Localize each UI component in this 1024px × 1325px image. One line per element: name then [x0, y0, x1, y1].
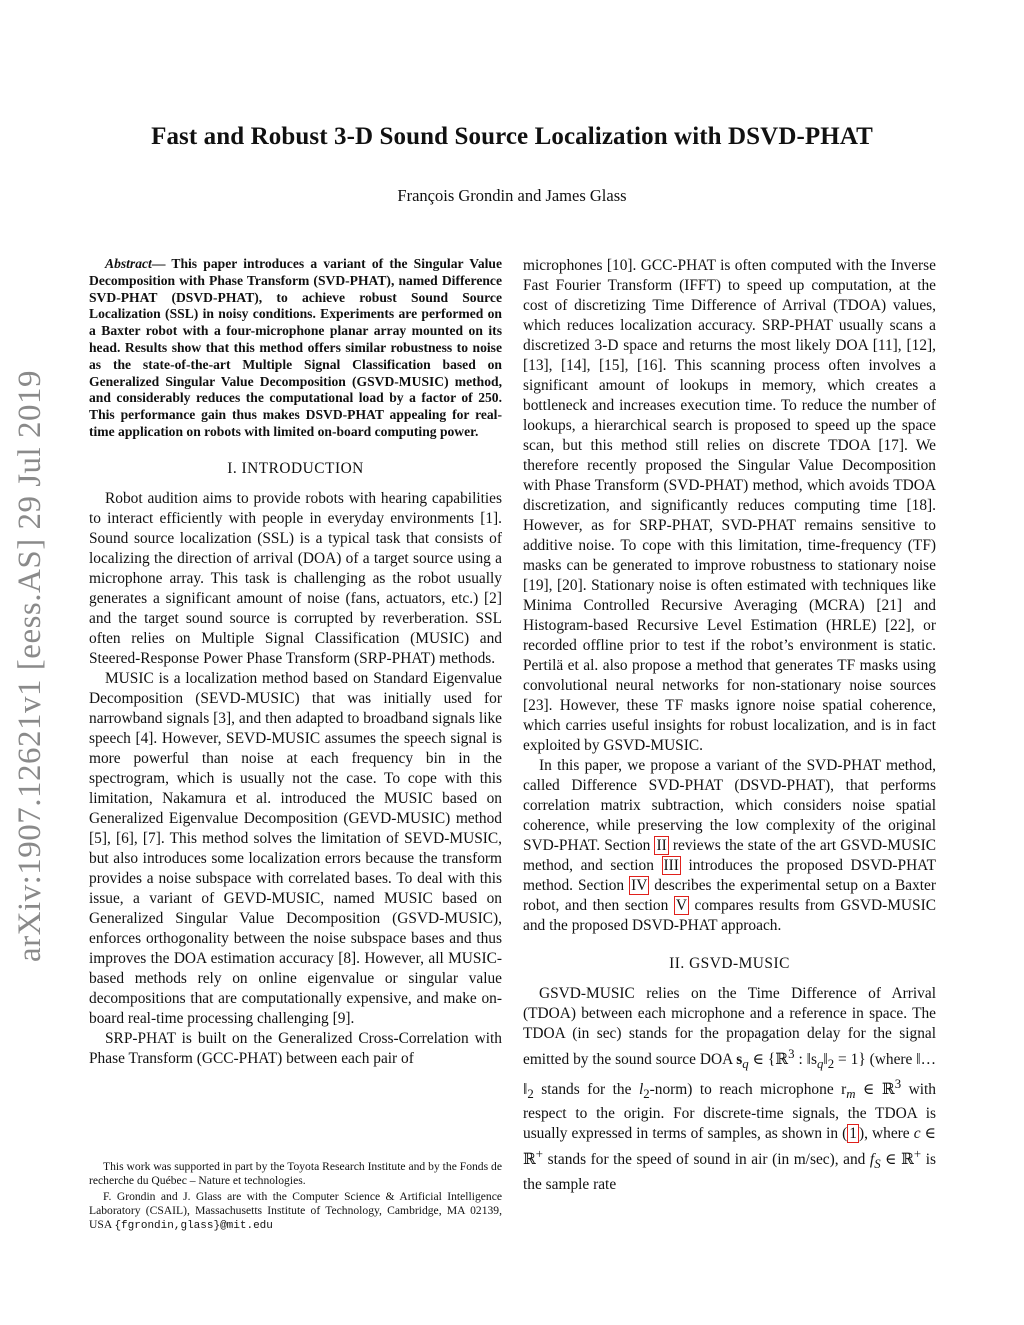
left-column [89, 256, 502, 1069]
paper-authors: François Grondin and James Glass [397, 186, 627, 205]
section-link-iii[interactable]: III [663, 857, 679, 874]
abstract [89, 256, 502, 441]
section-link-iv[interactable]: IV [631, 877, 648, 894]
footnote-funding: This work was supported in part by the Toyota Research Institute and by the Fonds de recherche du Québec – Nature et technologies. [89, 1160, 502, 1187]
arxiv-stamp: arXiv:1907.12621v1 [eess.AS] 29 Jul 2019 [12, 370, 48, 962]
footnote-affiliation: F. Grondin and J. Glass are with the Computer Science & Artificial Intelligence Laboratory (CSAIL), Massachusetts Institute of Technology, Cambridge, MA 02139, USA {fgrondin,glass}@mit.edu [89, 1190, 502, 1232]
author-email[interactable]: {fgrondin,glass}@mit.edu [114, 1220, 273, 1232]
intro-paragraph-2: MUSIC is a localization method based on Standard Eigenvalue Decomposition (SEVD-MUSIC) that was initially used for narrowband signals [3], and then adapted to broadband signals like speech [4]. However, SEVD-MUSIC assumes the speech signal is more powerful than noise at each frequency bin in the spectrogram, which is usually not the case. To cope with this limitation, Nakamura et al. introduced the MUSIC based on Generalized Eigenvalue Decomposition (GEVD-MUSIC) method [5], [6], [7]. This method solves the limitation of SEVD-MUSIC, but also introduces some localization errors because the transform provides a noise subspace with correlated bases. To deal with this issue, a variant of GEVD-MUSIC, named MUSIC based on Generalized Singular Value Decomposition (GSVD-MUSIC), enforces orthogonality between the noise subspace bases and thus improves the DOA estimation accuracy [8]. However, all MUSIC-based methods rely on online eigenvalue or singular value decompositions that are computationally expensive, and make on-board real-time processing challenging [9]. [89, 669, 502, 1027]
paper-title: Fast and Robust 3-D Sound Source Localization with DSVD-PHAT [151, 123, 873, 150]
intro-paragraph-outline: In this paper, we propose a variant of the SVD-PHAT method, called Difference SVD-PHAT (DSVD-PHAT), that performs correlation matrix subtraction, which considers noise spatial coherence, while preserving the low complexity of the original SVD-PHAT. Section II reviews the state of the art GSVD-MUSIC method, and section III introduces the proposed DSVD-PHAT method. Section IV describes the experimental setup on a Baxter robot, and then section V compares results from GSVD-MUSIC and the proposed DSVD-PHAT approach. [523, 757, 937, 934]
abstract-text: — This paper introduces a variant of the Singular Value Decomposition with Phase Transform (SVD-PHAT), named Difference SVD-PHAT (DSVD-PHAT), to achieve robust Sound Source Localization (SSL) in noisy conditions. Experiments are performed on a Baxter robot with a four-microphone planar array mounted on its head. Results show that this method offers similar robustness to noise as the state-of-the-art Multiple Signal Classification based on Generalized Singular Value Decomposition (GSVD-MUSIC) method, and considerably reduces the computational load by a factor of 250. This performance gain thus makes DSVD-PHAT appealing for real-time application on robots with limited on-board computing power. [89, 256, 502, 439]
section-heading-gsvd-music: II. GSVD-MUSIC [669, 955, 790, 972]
intro-paragraph-3: SRP-PHAT is built on the Generalized Cross-Correlation with Phase Transform (GCC-PHAT) between each pair of [89, 1029, 502, 1067]
intro-paragraph-continued: microphones [10]. GCC-PHAT is often computed with the Inverse Fast Fourier Transform (IFFT) to speed up computation, at the cost of discretizing Time Difference of Arrival (TDOA) values, which reduces localization accuracy. SRP-PHAT usually scans a discretized 3-D space and returns the most likely DOA [11], [12], [13], [14], [15], [16]. This scanning process often involves a significant amount of lookups in memory, which creates a bottleneck and increases execution time. To reduce the number of lookups, a hierarchical search is proposed to speed up the space scan, but this method still relies on discrete TDOA [17]. We therefore recently proposed the Singular Value Decomposition with Phase Transform (SVD-PHAT) method, which avoids TDOA discretization, and significantly reduces computing time [18]. However, as for SRP-PHAT, SVD-PHAT remains sensitive to additive noise. To cope with this limitation, time-frequency (TF) masks can be generated to improve robustness to stationary noise [19], [20]. Stationary noise is often estimated with techniques like Minima Controlled Recursive Averaging (MCRA) [21] and Histogram-based Recursive Level Estimation (HRLE) [22], or recorded offline prior to test if the robot’s environment is static. Pertilä et al. also propose a method that generates TF masks using convolutional neural networks for non-stationary noise sources [23]. However, these TF masks ignore noise spatial coherence, which carries useful insights for robust localization, and is in fact exploited by GSVD-MUSIC. [523, 257, 936, 754]
gsvd-paragraph-1: GSVD-MUSIC relies on the Time Difference of Arrival (TDOA) between each microphone and a reference in space. The TDOA (in sec) stands for the propagation delay for the signal emitted by the sound source DOA $s_q$ ∈ {ℝ$^3$ : $‖s_q‖_2 = 1$} (where $‖\dots‖_2$ stands for the $l_2-norm$) to reach microphone $r_m$ ∈ ℝ$^3$ with respect to the origin. For discrete-time signals, the TDOA is usually expressed in terms of samples, as shown in ( 1 ), where c ∈ ℝ+ stands for the speed of sound in air (in m/sec), and $f_S$ ∈ ℝ+ is the sample rate [523, 985, 937, 1193]
section-link-v[interactable]: V [675, 897, 687, 914]
right-column [523, 256, 936, 1195]
section-link-ii[interactable]: II [656, 837, 667, 854]
footnotes [89, 1160, 502, 1235]
intro-paragraph-1: Robot audition aims to provide robots with hearing capabilities to interact efficiently with people in everyday environments [1]. Sound source localization (SSL) is a typical task that consists of localizing the direction of arrival (DOA) of a target source using a microphone array. This task is challenging as the robot usually generates a significant amount of noise (fans, actuators, etc.) [2] and the target sound source is corrupted by reverberation. SSL often relies on Multiple Signal Classification (MUSIC) and Steered-Response Power Phase Transform (SRP-PHAT) methods. [89, 489, 502, 667]
abstract-label: Abstract [105, 256, 152, 271]
equation-link-1[interactable]: 1 [849, 1125, 857, 1143]
section-heading-introduction: I. INTRODUCTION [227, 459, 364, 477]
